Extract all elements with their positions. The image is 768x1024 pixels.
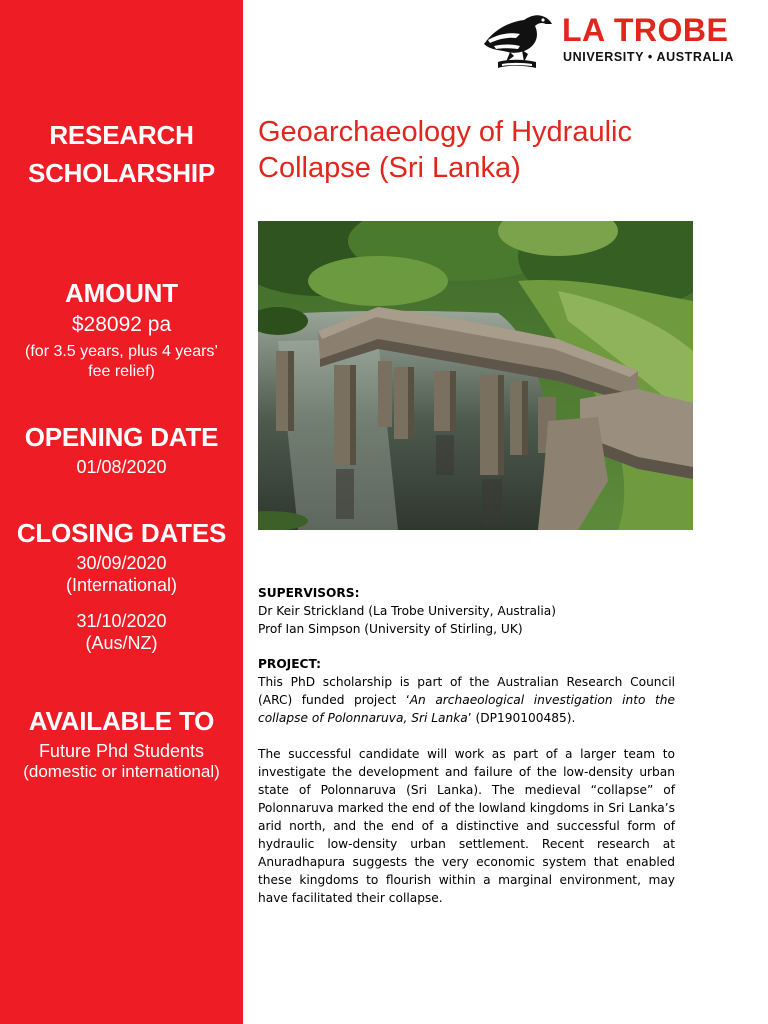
project-p1-after: ’ (DP190100485). (467, 711, 576, 725)
sidebar-heading-line-1: RESEARCH (49, 120, 194, 150)
project-label: PROJECT: (258, 657, 322, 671)
amount-section (0, 274, 243, 382)
available-heading: AVAILABLE TO (28, 706, 215, 736)
logo-name: LA TROBE (562, 12, 729, 48)
opening-section (0, 418, 243, 478)
page-title-line-2: Collapse (Sri Lanka) (258, 152, 521, 184)
project-paragraph-2: The successful candidate will work as part of a larger team to investigate the development and failure of the low-density urban state of Polonnaruva (Sri Lanka). The medieval “collapse” of Polonnaruva marked the end of the lowland kingdoms in Sri Lanka’s arid north, and the end of a distinctive and successful form of hydraulic low-density urban settlement. Recent research at Anuradhapura suggests the very economic system that enabled these kingdoms to flourish within a marginal environment, may have facilitated their collapse. (258, 747, 675, 905)
project-p1-before: This PhD scholarship is part of the Australian Research Council (ARC) funded project ‘ (258, 675, 675, 707)
closing-international-date: 30/09/2020 (76, 553, 167, 573)
eagle-icon (480, 10, 554, 74)
amount-note-line-2: fee relief) (88, 363, 155, 380)
project-section (258, 655, 675, 907)
opening-date: 01/08/2020 (76, 457, 167, 477)
page-title-line-1: Geoarchaeology of Hydraulic (258, 116, 632, 148)
logo-tagline: UNIVERSITY • AUSTRALIA (563, 50, 735, 64)
supervisors-label: SUPERVISORS: (258, 586, 360, 600)
la-trobe-logo (480, 8, 760, 76)
closing-heading: CLOSING DATES (16, 518, 227, 548)
opening-heading: OPENING DATE (24, 422, 219, 452)
closing-international-label: (International) (65, 575, 178, 595)
sidebar (0, 0, 243, 1024)
project-paragraph-1 (258, 673, 675, 727)
page-title (258, 114, 718, 186)
supervisor-2: Prof Ian Simpson (University of Stirling, UK) (258, 622, 523, 636)
photo-illustration (258, 221, 693, 530)
sidebar-heading-line-2: SCHOLARSHIP (27, 158, 216, 188)
available-note: (domestic or international) (23, 762, 220, 781)
amount-value: $28092 pa (71, 313, 172, 336)
amount-note-line-1: (for 3.5 years, plus 4 years’ (25, 343, 218, 360)
sidebar-heading (0, 116, 243, 192)
amount-note (0, 342, 243, 382)
supervisor-1: Dr Keir Strickland (La Trobe University, Australia) (258, 604, 557, 618)
available-value: Future Phd Students (38, 741, 205, 761)
closing-domestic-label: (Aus/NZ) (85, 633, 158, 653)
closing-section (0, 514, 243, 654)
supervisors-section (258, 584, 675, 638)
closing-domestic-date: 31/10/2020 (76, 611, 167, 631)
available-section (0, 702, 243, 782)
amount-heading: AMOUNT (65, 278, 178, 308)
stone-bridge-photo (258, 221, 693, 530)
project-p1-title: An archaeological investigation into the collapse of Polonnaruva, Sri Lanka (258, 693, 675, 725)
